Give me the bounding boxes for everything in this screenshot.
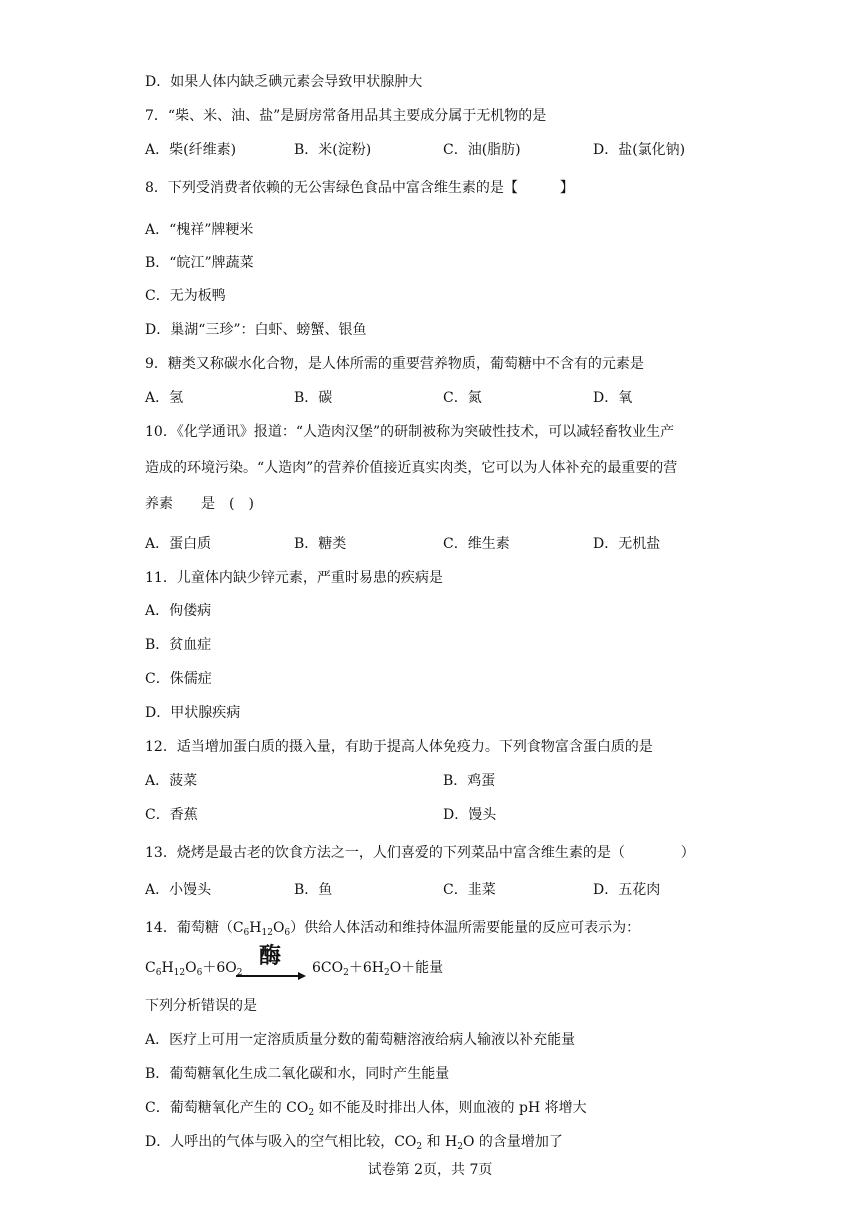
q14-option-b: B．葡萄糖氧化生成二氧化碳和水，同时产生能量 bbox=[145, 1066, 450, 1082]
eq-sub-6: 6 bbox=[155, 968, 162, 978]
q14-stem-pre: 14．葡萄糖（C bbox=[145, 920, 244, 936]
q14-option-d bbox=[145, 1132, 563, 1157]
q14-stem-post: ）供给人体活动和维持体温所需要能量的反应可表示为： bbox=[290, 920, 641, 936]
q14d-post: O 的含量增加了 bbox=[463, 1134, 563, 1150]
q14-option-c bbox=[145, 1098, 587, 1123]
eq-energy: O＋能量 bbox=[389, 960, 444, 976]
q8-option-c: C．无为板鸭 bbox=[145, 288, 226, 304]
q9-option-d: D．氧 bbox=[593, 390, 633, 406]
formula-sub-12: 12 bbox=[261, 928, 273, 938]
q10-option-b: B．糖类 bbox=[294, 536, 347, 552]
q14-option-a: A．医疗上可用一定溶质质量分数的葡萄糖溶液给病人输液以补充能量 bbox=[145, 1032, 576, 1048]
q7-option-d: D．盐(氯化钠) bbox=[593, 142, 686, 158]
eq-co: 6CO bbox=[312, 960, 344, 976]
q14-ask: 下列分析错误的是 bbox=[145, 998, 257, 1014]
q10-option-a: A．蛋白质 bbox=[145, 536, 212, 552]
q13-option-c: C．韭菜 bbox=[443, 882, 496, 898]
q11-option-a: A．佝偻病 bbox=[145, 603, 212, 619]
q12-stem: 12．适当增加蛋白质的摄入量，有助于提高人体免疫力。下列食物富含蛋白质的是 bbox=[145, 739, 653, 755]
q14c-post: 如不能及时排出人体，则血液的 pH 将增大 bbox=[314, 1100, 587, 1116]
q11-option-c: C．侏儒症 bbox=[145, 671, 212, 687]
q10-option-d: D．无机盐 bbox=[593, 536, 661, 552]
q12-option-d: D．馒头 bbox=[443, 807, 497, 823]
q10-option-c: C．维生素 bbox=[443, 536, 510, 552]
q9-option-b: B．碳 bbox=[294, 390, 333, 406]
q7-stem: 7．“柴、米、油、盐”是厨房常备用品其主要成分属于无机物的是 bbox=[145, 108, 547, 124]
q13-stem: 13．烧烤是最古老的饮食方法之一，人们喜爱的下列菜品中富含维生素的是（ ） bbox=[145, 845, 695, 861]
q8-option-b: B．“皖江”牌蔬菜 bbox=[145, 255, 254, 271]
q14d-pre: D．人呼出的气体与吸入的空气相比较，CO bbox=[145, 1134, 417, 1150]
q8-option-d: D．巢湖“三珍”：白虾、螃蟹、银鱼 bbox=[145, 322, 367, 338]
q8-option-a: A．“槐祥”牌粳米 bbox=[145, 222, 254, 238]
reaction-equation-right bbox=[312, 958, 443, 983]
formula-sub-6: 6 bbox=[243, 928, 250, 938]
q14c-pre: C．葡萄糖氧化产生的 CO bbox=[145, 1100, 309, 1116]
q9-option-c: C．氮 bbox=[443, 390, 482, 406]
q11-stem: 11．儿童体内缺少锌元素，严重时易患的疾病是 bbox=[145, 570, 443, 586]
eq-c: C bbox=[145, 960, 156, 976]
q11-option-b: B．贫血症 bbox=[145, 637, 212, 653]
eq-plus-oxygen: ＋6O bbox=[202, 960, 237, 976]
eq-sub-2: 2 bbox=[236, 968, 243, 978]
q14d-sub-2: 2 bbox=[416, 1142, 423, 1152]
eq-sub-12: 12 bbox=[173, 968, 186, 978]
eq-plus-water: ＋6H bbox=[348, 960, 384, 976]
q6-option-d: D．如果人体内缺乏碘元素会导致甲状腺肿大 bbox=[145, 74, 423, 90]
eq-o: O bbox=[185, 960, 197, 976]
q7-option-b: B．米(淀粉) bbox=[294, 142, 372, 158]
q13-option-b: B．鱼 bbox=[294, 882, 333, 898]
q14d-sub-2b: 2 bbox=[457, 1142, 463, 1152]
q7-option-c: C．油(脂肪) bbox=[443, 142, 521, 158]
enzyme-label: 酶 bbox=[259, 944, 282, 969]
formula-h: H bbox=[249, 920, 262, 936]
q14d-mid: 和 H bbox=[422, 1134, 458, 1150]
q13-option-a: A．小馒头 bbox=[145, 882, 212, 898]
q12-option-b: B．鸡蛋 bbox=[443, 773, 496, 789]
q14-stem bbox=[145, 918, 640, 943]
eq-h: H bbox=[161, 960, 174, 976]
q10-stem-line-1: 10．《化学通讯》报道：“人造肉汉堡”的研制被称为突破性技术，可以减轻畜牧业生产 bbox=[145, 424, 675, 440]
q13-option-d: D．五花肉 bbox=[593, 882, 661, 898]
reaction-arrow-icon bbox=[236, 962, 306, 986]
eq-sub-2b: 2 bbox=[343, 968, 349, 978]
q10-stem-line-2: 造成的环境污染。“人造肉”的营养价值接近真实肉类，它可以为人体补充的最重要的营 bbox=[145, 460, 678, 476]
q11-option-d: D．甲状腺疾病 bbox=[145, 705, 241, 721]
q14c-sub-2: 2 bbox=[308, 1108, 315, 1118]
q10-stem-line-3: 养素 是 ( ) bbox=[145, 496, 254, 512]
eq-sub-2c: 2 bbox=[383, 968, 390, 978]
q12-option-a: A．菠菜 bbox=[145, 773, 198, 789]
formula-o: O bbox=[272, 920, 285, 936]
eq-sub-6b: 6 bbox=[196, 968, 203, 978]
q8-stem: 8．下列受消费者依赖的无公害绿色食品中富含维生素的是【 】 bbox=[145, 180, 574, 196]
page-footer: 试卷第 2页，共 7页 bbox=[367, 1162, 493, 1178]
formula-sub-6b: 6 bbox=[284, 928, 291, 938]
q9-option-a: A．氢 bbox=[145, 390, 184, 406]
q9-stem: 9．糖类又称碳水化合物，是人体所需的重要营养物质，葡萄糖中不含有的元素是 bbox=[145, 356, 644, 372]
q7-option-a: A．柴(纤维素) bbox=[145, 142, 237, 158]
q12-option-c: C．香蕉 bbox=[145, 807, 198, 823]
reaction-equation-left bbox=[145, 958, 242, 983]
